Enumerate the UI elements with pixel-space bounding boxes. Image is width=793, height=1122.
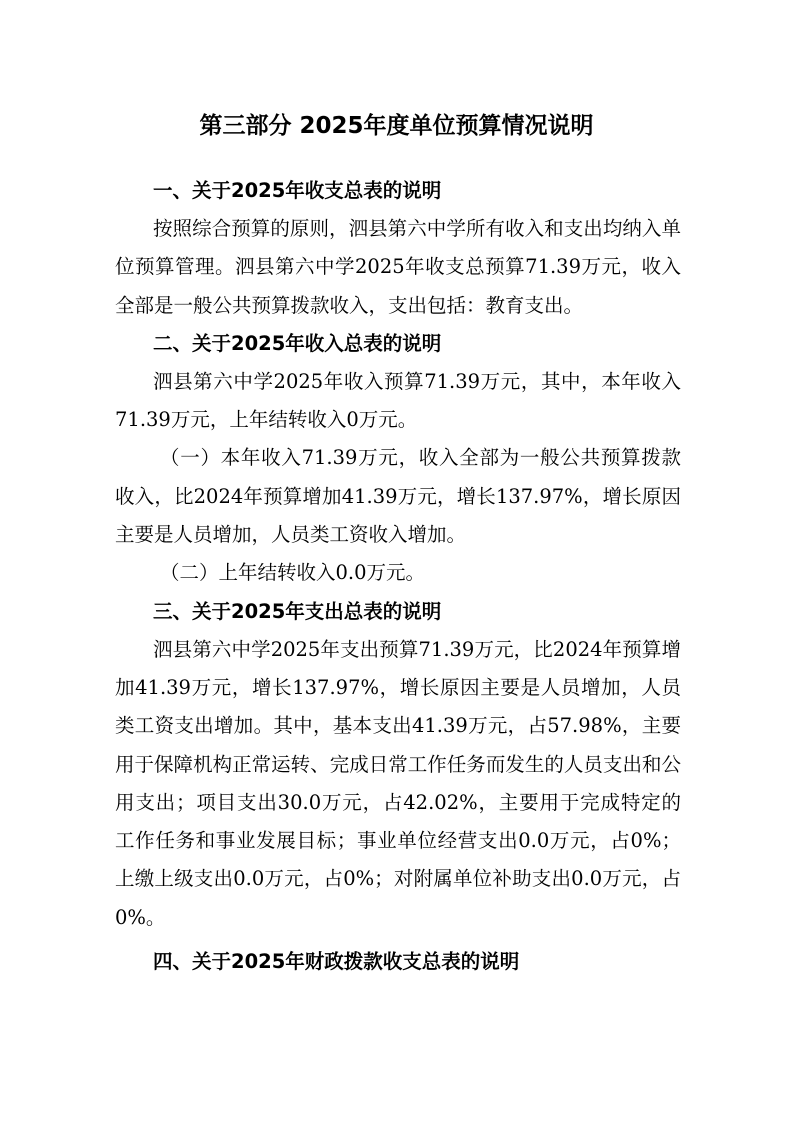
section-heading-1: 一、关于2025年收支总表的说明 [153,179,442,202]
section-heading-4: 四、关于2025年财政拨款收支总表的说明 [153,950,520,974]
section-heading-2: 二、关于2025年收入总表的说明 [153,331,442,355]
document-body [115,172,681,981]
section-2-paragraph-3: （二）上年结转收入0.0万元。 [160,561,426,585]
page-title: 第三部分 2025年度单位预算情况说明 [199,113,594,139]
section-1-paragraph-1: 按照综合预算的原则，泗县第六中学所有收入和支出均纳入单位预算管理。泗县第六中学2025年收支总预算71.39万元，收入全部是一般公共预算拨款收入，支出包括：教育支出。 [115,217,681,317]
section-3-paragraph-1: 泗县第六中学2025年支出预算71.39万元，比2024年预算增加41.39万元，增长137.97%，增长原因主要是人员增加，人员类工资支出增加。其中，基本支出41.39万元，占57.98%，主要用于保障机构正常运转、完成日常工作任务而发生的人员支出和公用支出；项目支出30.0万元，占42.02%，主要用于完成特定的工作任务和事业发展目标；事业单位经营支出0.0万元，占0%；上缴上级支出0.0万元，占0%；对附属单位补助支出0.0万元，占0%。 [115,637,681,929]
section-heading-3: 三、关于2025年支出总表的说明 [153,599,442,623]
section-2-paragraph-1: 泗县第六中学2025年收入预算71.39万元，其中，本年收入71.39万元，上年结转收入0万元。 [115,369,681,432]
section-2-paragraph-2: （一）本年收入71.39万元，收入全部为一般公共预算拨款收入，比2024年预算增加41.39万元，增长137.97%，增长原因主要是人员增加，人员类工资收入增加。 [115,446,681,547]
